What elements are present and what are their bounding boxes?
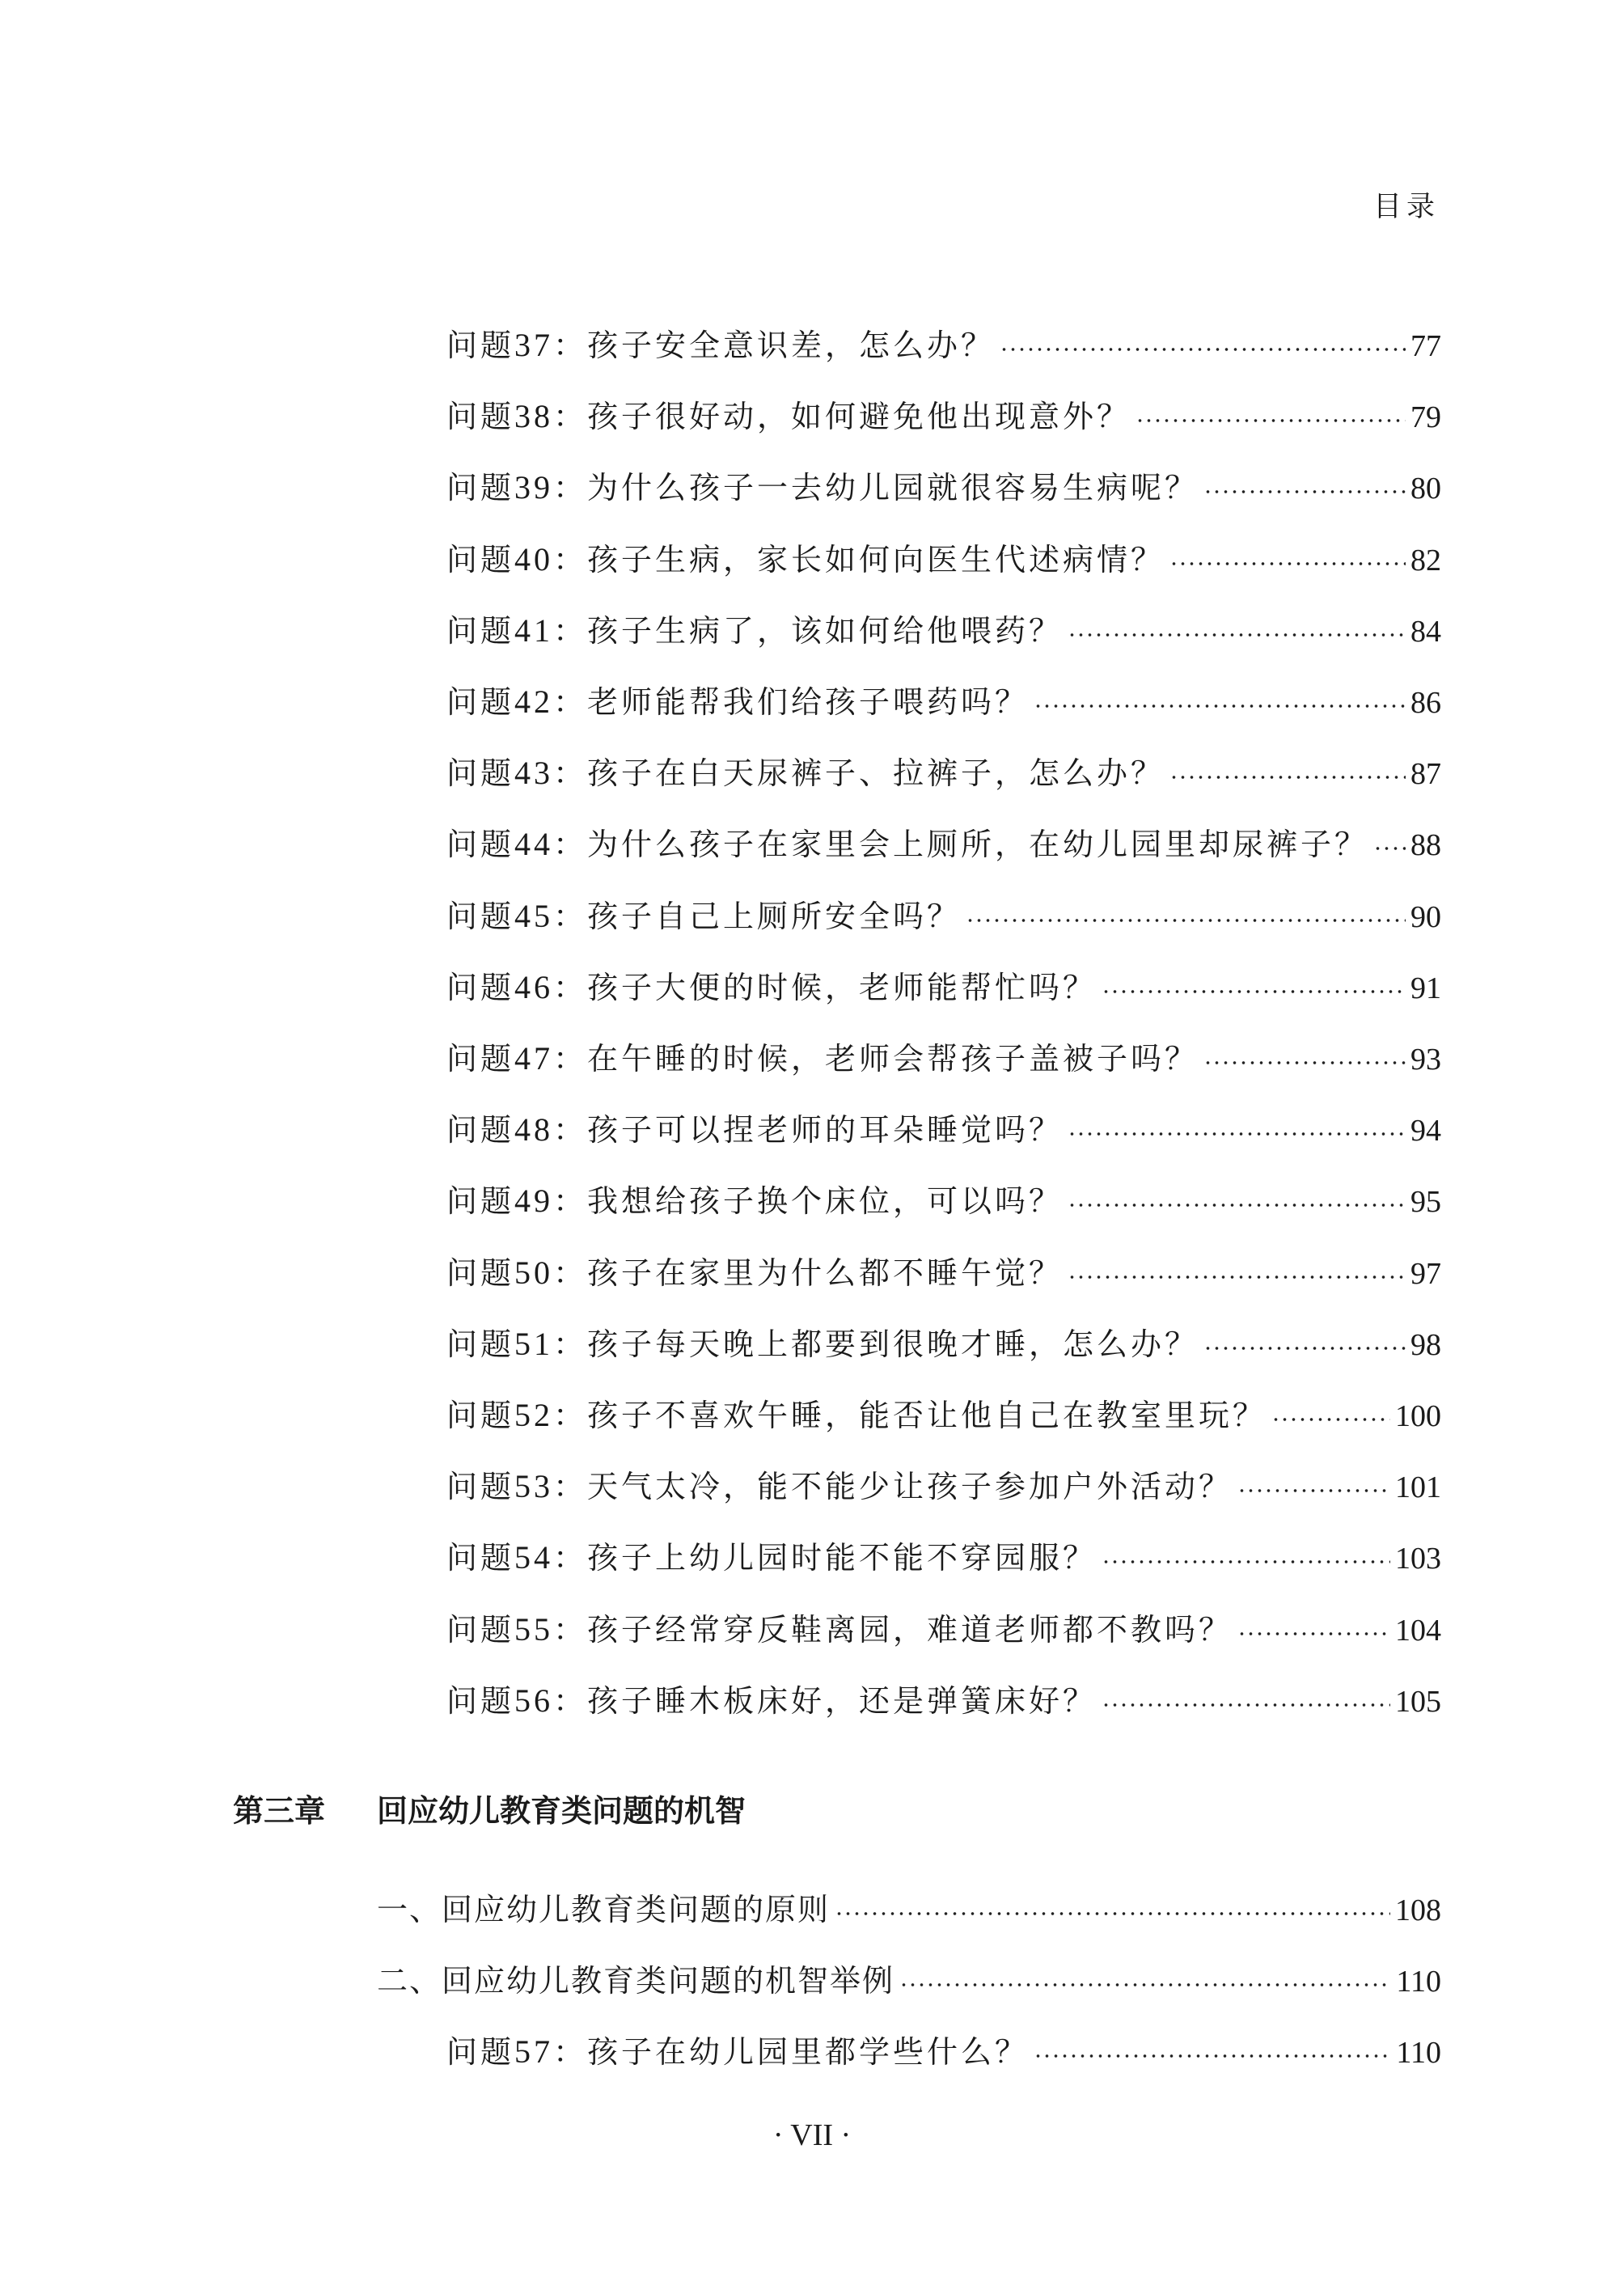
dot-leader (899, 1982, 1391, 1988)
toc-entry[interactable] (446, 1390, 1441, 1439)
entry-page-number: 110 (1396, 1965, 1441, 1999)
entry-title (446, 535, 1165, 579)
entry-label: 问题 (446, 755, 515, 792)
entry-number: 57 (514, 2033, 554, 2070)
entry-label: 问题 (446, 827, 515, 863)
toc-entry[interactable] (446, 1176, 1441, 1225)
dot-leader (1102, 988, 1406, 995)
entry-text: 孩子在幼儿园里都学些什么？ (587, 2034, 1030, 2070)
entry-page-number: 87 (1410, 757, 1441, 792)
toc-entry[interactable] (446, 748, 1441, 797)
entry-text: 孩子在家里为什么都不睡午觉？ (587, 1254, 1064, 1291)
entry-label: 问题 (446, 470, 515, 506)
toc-entry[interactable] (446, 819, 1441, 868)
toc-section[interactable] (377, 1956, 1441, 2004)
entry-page-number: 108 (1395, 1893, 1441, 1927)
entry-number: 52 (514, 1397, 554, 1433)
entry-colon: ： (553, 328, 588, 363)
page-number: · VII · (772, 2118, 852, 2152)
dot-leader (1169, 774, 1406, 781)
entry-page-number: 82 (1410, 543, 1441, 577)
dot-leader (1102, 1702, 1390, 1708)
dot-leader (1203, 489, 1406, 495)
entry-number: 55 (514, 1610, 554, 1648)
entry-text: 孩子上幼儿园时能不能不穿园服？ (587, 1540, 1097, 1576)
toc-entry[interactable] (446, 535, 1441, 583)
entry-number: 42 (514, 683, 554, 720)
dot-leader (1102, 1559, 1390, 1565)
entry-text: 孩子每天晚上都要到很晚才睡，怎么办？ (587, 1326, 1199, 1362)
entry-page-number: 86 (1410, 686, 1441, 720)
entry-colon: ： (553, 1611, 588, 1648)
entry-page-number: 93 (1410, 1043, 1441, 1077)
entry-label: 问题 (446, 684, 515, 720)
entry-title (446, 677, 1029, 721)
dot-leader (966, 917, 1406, 924)
entry-number: 37 (514, 327, 554, 363)
entry-number: 46 (514, 968, 554, 1005)
entry-colon: ： (553, 1112, 588, 1149)
entry-page-number: 94 (1410, 1114, 1441, 1149)
entry-colon: ： (553, 541, 588, 577)
entry-label: 问题 (446, 1469, 515, 1505)
entry-number: 49 (514, 1182, 554, 1220)
toc-entry[interactable] (446, 677, 1441, 726)
entry-text: 孩子生病，家长如何向医生代述病情？ (587, 541, 1165, 577)
dot-leader (835, 1910, 1390, 1917)
toc-entry[interactable] (446, 1676, 1441, 1724)
entry-colon: ： (553, 1540, 588, 1576)
entry-text: 孩子自己上厕所安全吗？ (587, 898, 962, 934)
entry-page-number: 97 (1410, 1256, 1441, 1291)
dot-leader (1000, 346, 1406, 353)
toc-section[interactable] (377, 1885, 1441, 1933)
entry-label: 问题 (446, 1398, 515, 1433)
dot-leader (1068, 1274, 1406, 1280)
entry-page-number: 79 (1410, 400, 1441, 435)
toc-entry[interactable] (446, 1248, 1441, 1297)
entry-colon: ： (553, 1041, 588, 1077)
entry-title (446, 463, 1199, 507)
dot-leader (1169, 561, 1406, 567)
entry-title (446, 1533, 1097, 1577)
dot-leader (1068, 1131, 1406, 1137)
dot-leader (1373, 845, 1406, 852)
dot-leader (1203, 1060, 1406, 1066)
entry-title (446, 1676, 1097, 1720)
entry-title (446, 1105, 1063, 1149)
chapter-title: 回应幼儿教育类问题的机智 (377, 1793, 746, 1829)
entry-label: 问题 (446, 541, 515, 577)
entry-colon: ： (553, 1398, 588, 1433)
entry-title (446, 1034, 1199, 1078)
entry-number: 40 (514, 540, 554, 577)
entry-page-number: 104 (1395, 1613, 1441, 1648)
entry-number: 45 (514, 897, 554, 934)
entry-page-number: 84 (1410, 614, 1441, 649)
entry-page-number: 103 (1395, 1542, 1441, 1576)
entry-text: 孩子生病了，该如何给他喂药？ (587, 612, 1064, 649)
entry-text: 孩子不喜欢午睡，能否让他自己在教室里玩？ (587, 1398, 1267, 1433)
entry-text: 我想给孩子换个床位，可以吗？ (587, 1183, 1064, 1220)
entry-number: 44 (514, 826, 554, 863)
entry-label: 问题 (446, 898, 515, 934)
entry-text: 老师能帮我们给孩子喂药吗？ (587, 684, 1030, 720)
entry-colon: ： (553, 2034, 588, 2070)
dot-leader (1068, 1202, 1406, 1208)
entry-page-number: 77 (1410, 329, 1441, 363)
dot-leader (1034, 2053, 1391, 2059)
entry-colon: ： (553, 1254, 588, 1291)
entry-label: 问题 (446, 2034, 515, 2070)
entry-page-number: 101 (1395, 1470, 1441, 1505)
entry-title (446, 891, 961, 936)
entry-title (446, 606, 1063, 650)
toc-entry[interactable] (446, 891, 1441, 940)
toc-entry[interactable] (446, 2027, 1441, 2075)
entry-number: 38 (514, 398, 554, 435)
entry-title (446, 1462, 1233, 1506)
entry-label: 问题 (446, 1326, 515, 1362)
toc-entry[interactable] (446, 1533, 1441, 1581)
entry-colon: ： (553, 1326, 588, 1362)
entry-number: 39 (514, 469, 554, 506)
entry-title (446, 1605, 1233, 1649)
entry-colon: ： (553, 399, 588, 435)
entry-colon: ： (553, 898, 588, 934)
entry-number: 56 (514, 1682, 554, 1719)
entry-label: 问题 (446, 399, 515, 435)
entry-title (446, 1390, 1267, 1435)
entry-label: 问题 (446, 612, 515, 649)
entry-page-number: 100 (1395, 1399, 1441, 1433)
entry-text: 孩子可以捏老师的耳朵睡觉吗？ (587, 1112, 1064, 1149)
entry-number: 51 (514, 1325, 554, 1362)
entry-title (446, 2027, 1029, 2071)
entry-page-number: 88 (1410, 828, 1441, 863)
entry-colon: ： (553, 612, 588, 649)
chapter-heading[interactable] (233, 1786, 746, 1830)
entry-label: 问题 (446, 1540, 515, 1576)
entry-colon: ： (553, 827, 588, 863)
entry-text: 二、回应幼儿教育类问题的机智举例 (377, 1963, 895, 1999)
entry-label: 问题 (446, 1112, 515, 1149)
chapter-label: 第三章 (233, 1793, 326, 1829)
entry-text: 为什么孩子一去幼儿园就很容易生病呢？ (587, 470, 1199, 506)
entry-text: 孩子很好动，如何避免他出现意外？ (587, 399, 1131, 435)
entry-label: 问题 (446, 1611, 515, 1648)
dot-leader (1203, 1345, 1406, 1352)
entry-title (446, 391, 1131, 436)
entry-text: 一、回应幼儿教育类问题的原则 (377, 1892, 831, 1927)
entry-label: 问题 (446, 969, 515, 1005)
toc-entry[interactable] (446, 1605, 1441, 1653)
entry-title (377, 1956, 894, 2000)
entry-title (446, 1176, 1063, 1221)
entry-text: 为什么孩子在家里会上厕所，在幼儿园里却尿裤子？ (587, 827, 1369, 863)
entry-number: 48 (514, 1111, 554, 1149)
entry-text: 孩子在白天尿裤子、拉裤子，怎么办？ (587, 755, 1165, 792)
entry-colon: ： (553, 1183, 588, 1220)
running-head: 目录 (1372, 191, 1440, 223)
entry-colon: ： (553, 470, 588, 506)
entry-label: 问题 (446, 328, 515, 363)
toc-entry[interactable] (446, 962, 1441, 1011)
dot-leader (1136, 417, 1406, 424)
toc-entry[interactable] (446, 1319, 1441, 1368)
entry-text: 天气太冷，能不能少让孩子参加户外活动？ (587, 1469, 1233, 1505)
entry-number: 47 (514, 1040, 554, 1077)
entry-number: 54 (514, 1539, 554, 1576)
entry-label: 问题 (446, 1682, 515, 1719)
entry-page-number: 98 (1410, 1327, 1441, 1362)
entry-title (377, 1885, 830, 1929)
entry-text: 孩子安全意识差，怎么办？ (587, 328, 996, 363)
entry-number: 43 (514, 755, 554, 792)
entry-label: 问题 (446, 1041, 515, 1077)
entry-label: 问题 (446, 1183, 515, 1220)
entry-page-number: 80 (1410, 472, 1441, 506)
entry-number: 50 (514, 1254, 554, 1291)
toc-entry[interactable] (446, 391, 1441, 440)
entry-number: 53 (514, 1468, 554, 1505)
entry-colon: ： (553, 755, 588, 792)
dot-leader (1237, 1487, 1390, 1494)
entry-colon: ： (553, 684, 588, 720)
entry-text: 孩子大便的时候，老师能帮忙吗？ (587, 969, 1097, 1005)
entry-colon: ： (553, 1469, 588, 1505)
dot-leader (1068, 632, 1406, 638)
toc-entry[interactable] (446, 1462, 1441, 1510)
entry-title (446, 962, 1097, 1007)
entry-title (446, 819, 1368, 864)
entry-text: 孩子经常穿反鞋离园，难道老师都不教吗？ (587, 1611, 1233, 1648)
entry-text: 在午睡的时候，老师会帮孩子盖被子吗？ (587, 1041, 1199, 1077)
entry-page-number: 90 (1410, 899, 1441, 934)
entry-page-number: 95 (1410, 1185, 1441, 1220)
entry-label: 问题 (446, 1254, 515, 1291)
toc-entry[interactable] (446, 606, 1441, 654)
toc-entry[interactable] (446, 320, 1441, 369)
toc-entry[interactable] (446, 463, 1441, 511)
entry-title (446, 320, 995, 365)
entry-colon: ： (553, 1682, 588, 1719)
entry-colon: ： (553, 969, 588, 1005)
entry-title (446, 1319, 1199, 1364)
entry-page-number: 110 (1396, 2036, 1441, 2070)
entry-title (446, 1248, 1063, 1292)
entry-text: 孩子睡木板床好，还是弹簧床好？ (587, 1682, 1097, 1719)
dot-leader (1271, 1416, 1390, 1423)
toc-entry[interactable] (446, 1034, 1441, 1082)
entry-number: 41 (514, 611, 554, 649)
entry-page-number: 105 (1395, 1684, 1441, 1719)
entry-page-number: 91 (1410, 971, 1441, 1005)
toc-entry[interactable] (446, 1105, 1441, 1153)
dot-leader (1034, 703, 1406, 709)
entry-title (446, 748, 1165, 793)
dot-leader (1237, 1631, 1390, 1637)
